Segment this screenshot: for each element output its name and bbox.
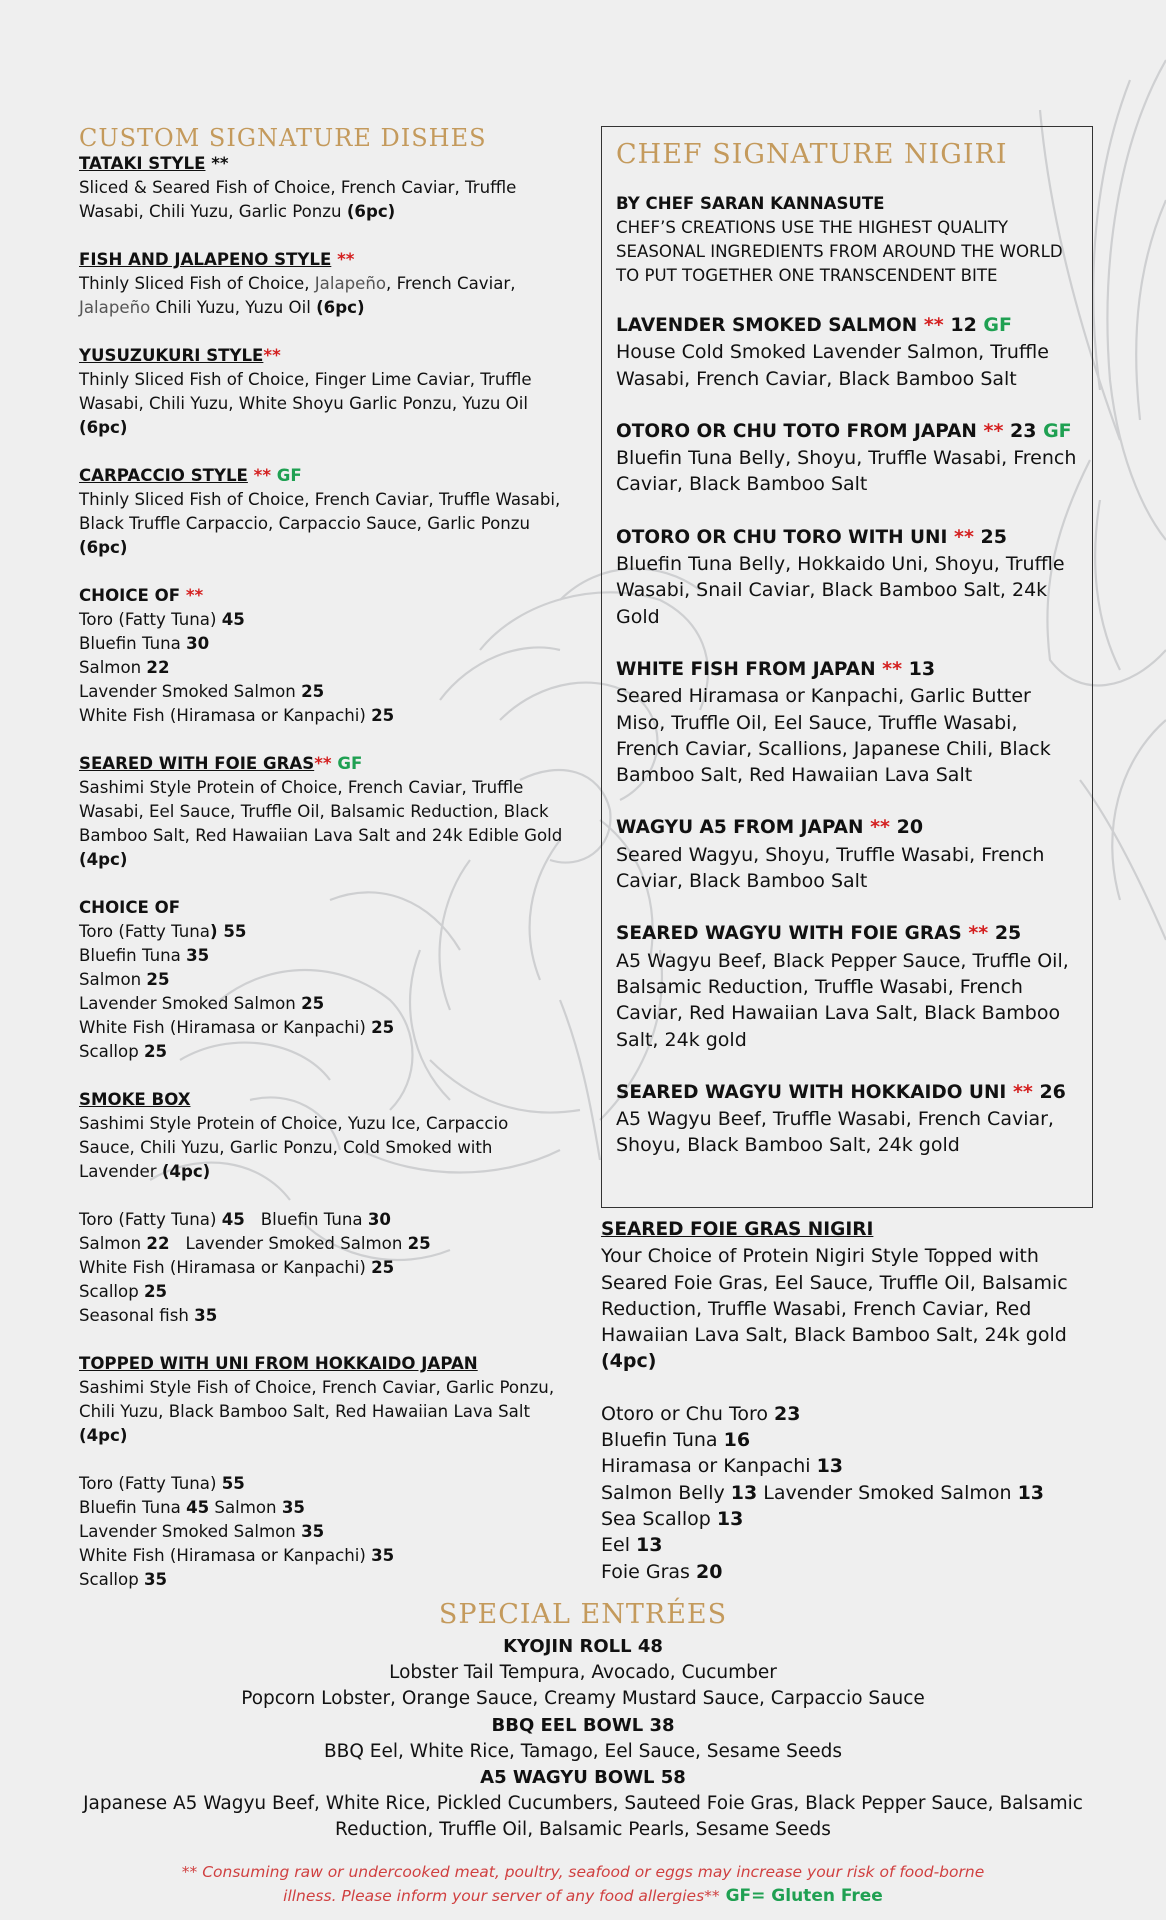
asterisk-mark: ** — [247, 466, 272, 485]
choice-row — [601, 1532, 1093, 1558]
choice-list-1 — [79, 584, 569, 728]
choice-price: 35 — [144, 1570, 168, 1589]
chef-byline: BY CHEF SARAN KANNASUTE — [616, 194, 885, 213]
asterisk-mark: ** — [1006, 1080, 1033, 1103]
piece-count: (6pc) — [79, 418, 128, 437]
choice-label: Toro (Fatty Tuna) — [79, 1210, 222, 1229]
choice-row — [601, 1453, 1093, 1479]
jalapeno-text: Jalapeño — [79, 298, 151, 317]
choice-row — [601, 1506, 1093, 1532]
choice-price: 25 — [371, 1258, 395, 1277]
choice-label: Lavender Smoked Salmon — [79, 682, 302, 701]
menu-item-tataki — [79, 152, 569, 224]
choice-label: Foie Gras — [601, 1560, 696, 1583]
section-title-custom-signature: CUSTOM SIGNATURE DISHES — [79, 124, 487, 152]
choice-price: 45 — [221, 610, 245, 629]
choice-row — [79, 1472, 569, 1496]
item-name: SEARED WAGYU WITH HOKKAIDO UNI — [616, 1081, 1007, 1103]
choice-row — [79, 656, 569, 680]
entree-desc: Reduction, Truffle Oil, Balsamic Pearls, Sesame Seeds — [335, 1819, 831, 1841]
menu-item-yusuzukuri — [79, 344, 569, 440]
choice-price: 25 — [371, 1018, 395, 1037]
choice-label: White Fish (Hiramasa or Kanpachi) — [79, 1018, 372, 1037]
item-desc: Bluefin Tuna Belly, Hokkaido Uni, Shoyu, Truffle Wasabi, Snail Caviar, Black Bamboo Salt, 24k Gold — [616, 553, 1065, 628]
section-title-chef-nigiri: CHEF SIGNATURE NIGIRI — [616, 139, 1008, 170]
food-safety-disclaimer — [100, 1860, 1066, 1908]
choice-price: 35 — [281, 1498, 305, 1517]
nigiri-item — [616, 920, 1078, 1052]
nigiri-item — [616, 656, 1078, 788]
choice-label: Salmon — [209, 1498, 282, 1517]
menu-item-uni-topped — [79, 1352, 569, 1448]
choice-price: 22 — [146, 658, 170, 677]
item-desc: Seared Wagyu, Shoyu, Truffle Wasabi, French Caviar, Black Bamboo Salt — [616, 843, 1045, 893]
item-price: 26 — [1032, 1080, 1066, 1103]
choice-label: Sea Scallop — [601, 1507, 717, 1530]
item-desc: Thinly Sliced Fish of Choice, French Caviar, Truffle Wasabi, Black Truffle Carpaccio, Carpaccio Sauce, Garlic Ponzu — [79, 490, 561, 533]
choice-row — [79, 608, 569, 632]
menu-item-seared-foie-gras — [79, 752, 569, 872]
choice-row — [79, 1544, 569, 1568]
piece-count: (4pc) — [79, 1426, 128, 1445]
choice-label: Bluefin Tuna — [79, 634, 187, 653]
choice-row — [79, 944, 569, 968]
gluten-free-legend: GF= Gluten Free — [719, 1886, 883, 1906]
choice-label: Eel — [601, 1534, 637, 1557]
asterisk-mark: ** — [863, 816, 890, 839]
choice-row — [79, 1040, 569, 1064]
smoke-box-choices — [79, 1208, 569, 1328]
choice-price: 25 — [301, 682, 325, 701]
item-desc: Thinly Sliced Fish of Choice, Finger Lime Caviar, Truffle Wasabi, Chili Yuzu, White Shoyu Garlic Ponzu, Yuzu Oil — [79, 370, 532, 413]
choice-price: ) 55 — [209, 922, 247, 941]
choice-label: Salmon Belly — [601, 1481, 731, 1504]
entree-desc: Lobster Tail Tempura, Avocado, Cucumber — [389, 1662, 777, 1683]
choice-row — [601, 1480, 1093, 1506]
choice-label: Scallop — [79, 1042, 145, 1061]
choice-label: Bluefin Tuna — [260, 1210, 368, 1229]
choice-label: White Fish (Hiramasa or Kanpachi) — [79, 1258, 372, 1277]
choice-price: 25 — [144, 1042, 168, 1061]
item-price: 20 — [889, 816, 924, 839]
choice-row — [601, 1559, 1093, 1585]
asterisk-mark: ** — [976, 419, 1004, 442]
item-name: FISH AND JALAPENO STYLE — [79, 250, 332, 269]
choice-price: 25 — [301, 994, 325, 1013]
nigiri-item — [616, 814, 1078, 894]
seared-foie-gras-nigiri — [601, 1216, 1093, 1585]
choice-label: White Fish (Hiramasa or Kanpachi) — [79, 706, 372, 725]
choice-row — [79, 1232, 569, 1256]
menu-item-jalapeno — [79, 248, 569, 320]
choice-price: 25 — [407, 1234, 431, 1253]
entree-name-kyojin: KYOJIN ROLL 48 — [503, 1636, 663, 1657]
choice-row — [79, 968, 569, 992]
entree-desc: Popcorn Lobster, Orange Sauce, Creamy Mustard Sauce, Carpaccio Sauce — [241, 1688, 925, 1710]
item-name: YUSUZUKURI STYLE — [79, 346, 264, 365]
choice-row — [79, 1496, 569, 1520]
choice-label: Lavender Smoked Salmon — [79, 994, 302, 1013]
nigiri-item — [616, 312, 1078, 392]
entree-name-a5-wagyu: A5 WAGYU BOWL 58 — [480, 1766, 686, 1788]
item-name: TOPPED WITH UNI FROM HOKKAIDO JAPAN — [79, 1354, 478, 1373]
choice-price: 30 — [186, 634, 210, 653]
choice-label: Bluefin Tuna — [79, 1498, 187, 1517]
choice-price: 35 — [301, 1522, 325, 1541]
menu-item-smoke-box — [79, 1088, 569, 1184]
choice-row — [79, 920, 569, 944]
choice-row — [79, 1568, 569, 1592]
chef-description: CHEF’S CREATIONS USE THE HIGHEST QUALITY SEASONAL INGREDIENTS FROM AROUND THE WORLD TO PUT TOGETHER ONE TRANSCENDENT BITE — [616, 218, 1063, 285]
choice-label: Bluefin Tuna — [601, 1429, 724, 1452]
choice-row — [79, 992, 569, 1016]
piece-count: (4pc) — [161, 1162, 211, 1181]
choice-row — [79, 704, 569, 728]
nigiri-item — [616, 418, 1078, 498]
disclaimer-line: ** Consuming raw or undercooked meat, poultry, seafood or eggs may increase your risk of food-borne — [181, 1863, 985, 1881]
disclaimer-line-2 — [100, 1884, 1066, 1908]
item-desc: , French Caviar, — [386, 274, 516, 293]
choice-label: Lavender Smoked Salmon — [79, 1522, 302, 1541]
choice-price: 45 — [221, 1210, 245, 1229]
choice-price: 55 — [221, 1474, 245, 1493]
choice-label: Seasonal fish — [79, 1306, 195, 1325]
item-desc: A5 Wagyu Beef, Black Pepper Sauce, Truffle Oil, Balsamic Reduction, Truffle Wasabi, French Caviar, Red Hawaiian Lava Salt, Black Bamboo Salt, 24k gold — [616, 949, 1069, 1051]
choice-price: 23 — [774, 1402, 801, 1425]
choice-label: Otoro or Chu Toro — [601, 1402, 775, 1425]
choice-row — [601, 1427, 1093, 1453]
item-name: TATAKI STYLE — [79, 154, 206, 173]
choice-price: 20 — [696, 1560, 723, 1583]
section-title-special-entrees: SPECIAL ENTRÉES — [438, 1599, 728, 1630]
piece-count: (4pc) — [79, 850, 128, 869]
item-desc: Sashimi Style Fish of Choice, French Caviar, Garlic Ponzu, Chili Yuzu, Black Bamboo Salt, Red Hawaiian Lava Salt — [79, 1378, 555, 1421]
choice-price: 13 — [1017, 1481, 1045, 1504]
item-price: 13 — [902, 657, 936, 680]
item-name: WAGYU A5 FROM JAPAN — [616, 817, 864, 839]
choice-price: 13 — [636, 1534, 663, 1557]
item-desc: House Cold Smoked Lavender Salmon, Truffle Wasabi, French Caviar, Black Bamboo Salt — [616, 341, 1049, 390]
gluten-free-badge: GF — [1036, 419, 1072, 442]
asterisk-mark: ** — [314, 754, 332, 773]
item-desc: Chili Yuzu, Yuzu Oil — [150, 298, 317, 317]
piece-count: (4pc) — [601, 1350, 657, 1373]
disclaimer-text: illness. Please inform your server of any food allergies** — [283, 1887, 720, 1905]
custom-signature-column — [79, 124, 569, 1616]
item-name: OTORO OR CHU TOTO FROM JAPAN — [616, 420, 977, 442]
item-name: OTORO OR CHU TORO WITH UNI — [616, 526, 948, 548]
item-name: WHITE FISH FROM JAPAN — [616, 658, 876, 680]
choice-label: Toro (Fatty Tuna) — [79, 610, 222, 629]
asterisk-mark: ** — [875, 657, 903, 680]
choice-price: 13 — [816, 1455, 844, 1478]
piece-count: (6pc) — [79, 538, 128, 557]
choice-row — [79, 1280, 569, 1304]
item-price: 23 — [1003, 419, 1037, 442]
choice-price: 35 — [371, 1546, 395, 1565]
chef-signature-column — [601, 126, 1093, 1611]
choice-price: 25 — [371, 706, 395, 725]
gluten-free-badge: GF — [271, 466, 302, 485]
choice-label: Salmon — [79, 1234, 147, 1253]
gluten-free-badge: GF — [331, 754, 363, 773]
asterisk-mark: ** — [263, 346, 281, 365]
item-desc: Sashimi Style Protein of Choice, French Caviar, Truffle Wasabi, Eel Sauce, Truffle Oil, Balsamic Reduction, Black Bamboo Salt, Red Hawaiian Lava Salt and 24k Edible Gold — [79, 778, 563, 845]
choice-row — [79, 1304, 569, 1328]
choice-label: Toro (Fatty Tuna — [79, 922, 210, 941]
item-name: SEARED WITH FOIE GRAS — [79, 754, 315, 773]
item-price: 25 — [988, 922, 1022, 945]
foie-nigiri-item — [601, 1216, 1093, 1375]
choice-price: 22 — [146, 1234, 170, 1253]
choice-price: 30 — [367, 1210, 391, 1229]
nigiri-item — [616, 1079, 1078, 1159]
item-desc: Sliced & Seared Fish of Choice, French Caviar, Truffle Wasabi, Chili Yuzu, Garlic Ponzu — [79, 178, 517, 221]
item-desc: Your Choice of Protein Nigiri Style Topped with Seared Foie Gras, Eel Sauce, Truffle Oil, Balsamic Reduction, Truffle Wasabi, French Caviar, Red Hawaiian Lava Salt, Black Bamboo Salt, 24k gold — [601, 1245, 1068, 1347]
item-price: 12 — [943, 314, 977, 336]
item-desc: Bluefin Tuna Belly, Shoyu, Truffle Wasabi, French Caviar, Black Bamboo Salt — [616, 447, 1077, 496]
nigiri-item — [616, 524, 1078, 630]
choice-price: 13 — [716, 1507, 744, 1530]
item-name: CARPACCIO STYLE — [79, 466, 248, 485]
asterisk-mark: ** — [180, 586, 204, 605]
choice-label: Lavender Smoked Salmon — [757, 1481, 1018, 1504]
choice-label: White Fish (Hiramasa or Kanpachi) — [79, 1546, 372, 1565]
choice-row — [79, 1256, 569, 1280]
choice-row — [601, 1401, 1093, 1427]
choice-heading: CHOICE OF — [79, 898, 181, 917]
item-name: SEARED FOIE GRAS NIGIRI — [601, 1219, 874, 1240]
choice-price: 25 — [146, 970, 170, 989]
choice-label: Scallop — [79, 1282, 145, 1301]
entree-desc: BBQ Eel, White Rice, Tamago, Eel Sauce, Sesame Seeds — [323, 1740, 843, 1762]
item-desc: Thinly Sliced Fish of Choice, — [79, 274, 315, 293]
item-name: LAVENDER SMOKED SALMON — [616, 315, 918, 336]
item-name: SEARED WAGYU WITH FOIE GRAS — [616, 923, 962, 945]
chef-signature-nigiri-box — [601, 126, 1093, 1208]
choice-label: Salmon — [79, 658, 147, 677]
choice-label: Scallop — [79, 1570, 145, 1589]
choice-row — [79, 632, 569, 656]
piece-count: (6pc) — [316, 298, 365, 317]
item-name: SMOKE BOX — [79, 1090, 191, 1109]
choice-heading: CHOICE OF — [79, 586, 181, 605]
choice-label: Salmon — [79, 970, 147, 989]
item-price: 25 — [973, 525, 1007, 548]
menu-item-carpaccio — [79, 464, 569, 560]
jalapeno-text: Jalapeño — [314, 274, 387, 293]
asterisk-mark: ** — [917, 314, 944, 336]
choice-label: Bluefin Tuna — [79, 946, 187, 965]
choice-label: Hiramasa or Kanpachi — [601, 1455, 817, 1478]
gluten-free-badge: GF — [976, 314, 1013, 336]
uni-choices — [79, 1472, 569, 1592]
choice-price: 35 — [194, 1306, 218, 1325]
piece-count: (6pc) — [346, 202, 396, 221]
choice-row — [79, 680, 569, 704]
special-entrees-section — [40, 1596, 1126, 1843]
choice-label: Lavender Smoked Salmon — [185, 1234, 408, 1253]
choice-label: Toro (Fatty Tuna) — [79, 1474, 222, 1493]
choice-row — [79, 1520, 569, 1544]
choice-row — [79, 1208, 569, 1232]
entree-name-bbq-eel: BBQ EEL BOWL 38 — [491, 1714, 675, 1736]
item-desc: Seared Hiramasa or Kanpachi, Garlic Butter Miso, Truffle Oil, Eel Sauce, Truffle Wasabi, French Caviar, Scallions, Japanese Chili, Black Bamboo Salt, Red Hawaiian Lava Salt — [616, 685, 1051, 787]
item-desc: Sashimi Style Protein of Choice, Yuzu Ice, Carpaccio Sauce, Chili Yuzu, Garlic Ponzu, Cold Smoked with Lavender — [79, 1114, 509, 1181]
entree-desc: Japanese A5 Wagyu Beef, White Rice, Pickled Cucumbers, Sauteed Foie Gras, Black Pepper Sauce, Balsamic — [83, 1792, 1083, 1814]
asterisk-mark: ** — [947, 525, 974, 548]
asterisk-mark: ** — [331, 250, 355, 269]
choice-row — [79, 1016, 569, 1040]
foie-nigiri-choices — [601, 1401, 1093, 1585]
choice-price: 16 — [723, 1429, 751, 1452]
choice-list-2 — [79, 896, 569, 1064]
choice-price: 45 — [186, 1498, 210, 1517]
asterisk-mark: ** — [961, 922, 989, 945]
choice-price: 13 — [730, 1481, 758, 1504]
choice-price: 35 — [186, 946, 210, 965]
choice-price: 25 — [144, 1282, 168, 1301]
asterisk-mark: ** — [205, 154, 229, 173]
item-desc: A5 Wagyu Beef, Truffle Wasabi, French Caviar, Shoyu, Black Bamboo Salt, 24k gold — [616, 1108, 1054, 1157]
